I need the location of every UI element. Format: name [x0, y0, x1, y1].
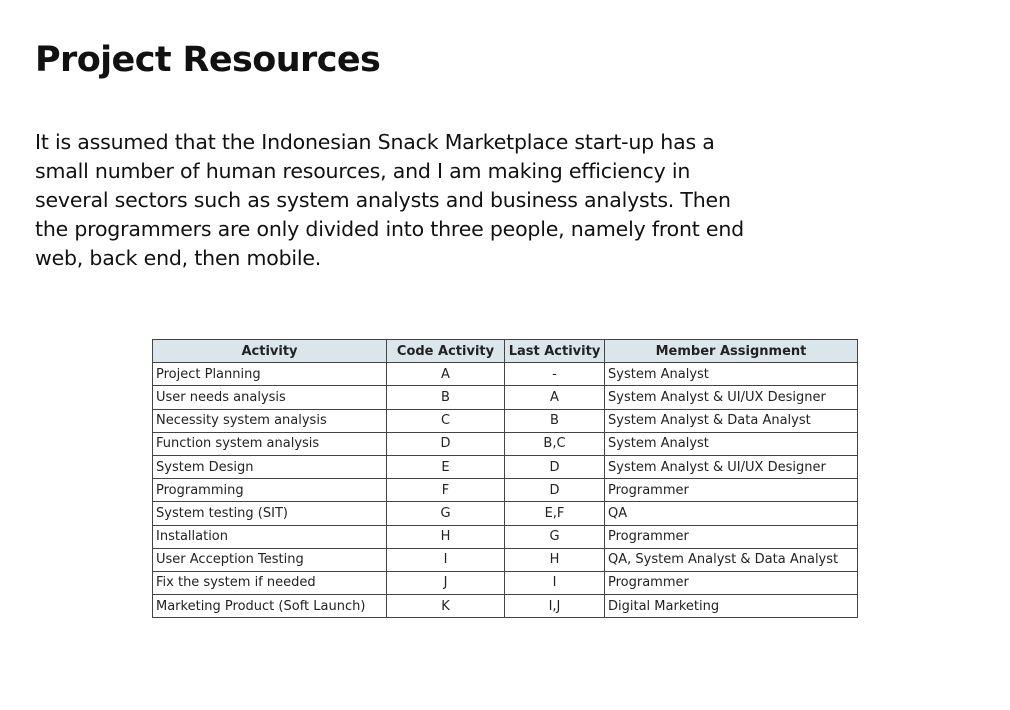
cell-last: B,C	[505, 432, 605, 455]
resources-table	[152, 339, 858, 618]
header-member-assignment: Member Assignment	[605, 340, 858, 363]
cell-code: K	[387, 595, 505, 618]
cell-code: A	[387, 363, 505, 386]
cell-member: System Analyst	[605, 363, 858, 386]
cell-last: I	[505, 571, 605, 594]
cell-code: H	[387, 525, 505, 548]
cell-code: I	[387, 548, 505, 571]
cell-last: -	[505, 363, 605, 386]
table-row	[153, 409, 858, 432]
table-row	[153, 386, 858, 409]
table-row	[153, 595, 858, 618]
cell-code: E	[387, 455, 505, 478]
cell-activity: Project Planning	[153, 363, 387, 386]
cell-activity: System Design	[153, 455, 387, 478]
cell-activity: Function system analysis	[153, 432, 387, 455]
table-row	[153, 548, 858, 571]
cell-activity: Programming	[153, 479, 387, 502]
cell-member: Programmer	[605, 479, 858, 502]
cell-code: J	[387, 571, 505, 594]
cell-last: D	[505, 455, 605, 478]
table-row	[153, 432, 858, 455]
cell-member: Programmer	[605, 571, 858, 594]
cell-member: System Analyst & Data Analyst	[605, 409, 858, 432]
cell-activity: Marketing Product (Soft Launch)	[153, 595, 387, 618]
cell-last: A	[505, 386, 605, 409]
cell-member: System Analyst	[605, 432, 858, 455]
cell-last: H	[505, 548, 605, 571]
cell-activity: User needs analysis	[153, 386, 387, 409]
cell-activity: Installation	[153, 525, 387, 548]
cell-member: QA	[605, 502, 858, 525]
table-header-row	[153, 340, 858, 363]
header-code-activity: Code Activity	[387, 340, 505, 363]
cell-last: D	[505, 479, 605, 502]
page-title: Project Resources	[35, 40, 381, 80]
cell-member: Digital Marketing	[605, 595, 858, 618]
table-row	[153, 502, 858, 525]
table-row	[153, 479, 858, 502]
cell-activity: Fix the system if needed	[153, 571, 387, 594]
cell-last: B	[505, 409, 605, 432]
header-activity: Activity	[153, 340, 387, 363]
intro-paragraph: It is assumed that the Indonesian Snack Marketplace start-up has a small number of human resources, and I am making efficiency in several sectors such as system analysts and business analysts. Then the programmers are only divided into three people, namely front end web, back end, then mobile.	[35, 130, 744, 270]
cell-code: D	[387, 432, 505, 455]
resources-table-container	[152, 339, 858, 618]
cell-activity: User Acception Testing	[153, 548, 387, 571]
cell-activity: System testing (SIT)	[153, 502, 387, 525]
table-row	[153, 363, 858, 386]
cell-code: C	[387, 409, 505, 432]
header-last-activity: Last Activity	[505, 340, 605, 363]
table-row	[153, 455, 858, 478]
cell-code: B	[387, 386, 505, 409]
cell-member: System Analyst & UI/UX Designer	[605, 455, 858, 478]
cell-activity: Necessity system analysis	[153, 409, 387, 432]
cell-member: Programmer	[605, 525, 858, 548]
cell-code: F	[387, 479, 505, 502]
cell-last: I,J	[505, 595, 605, 618]
cell-code: G	[387, 502, 505, 525]
cell-last: E,F	[505, 502, 605, 525]
table-row	[153, 571, 858, 594]
cell-last: G	[505, 525, 605, 548]
cell-member: System Analyst & UI/UX Designer	[605, 386, 858, 409]
cell-member: QA, System Analyst & Data Analyst	[605, 548, 858, 571]
table-row	[153, 525, 858, 548]
